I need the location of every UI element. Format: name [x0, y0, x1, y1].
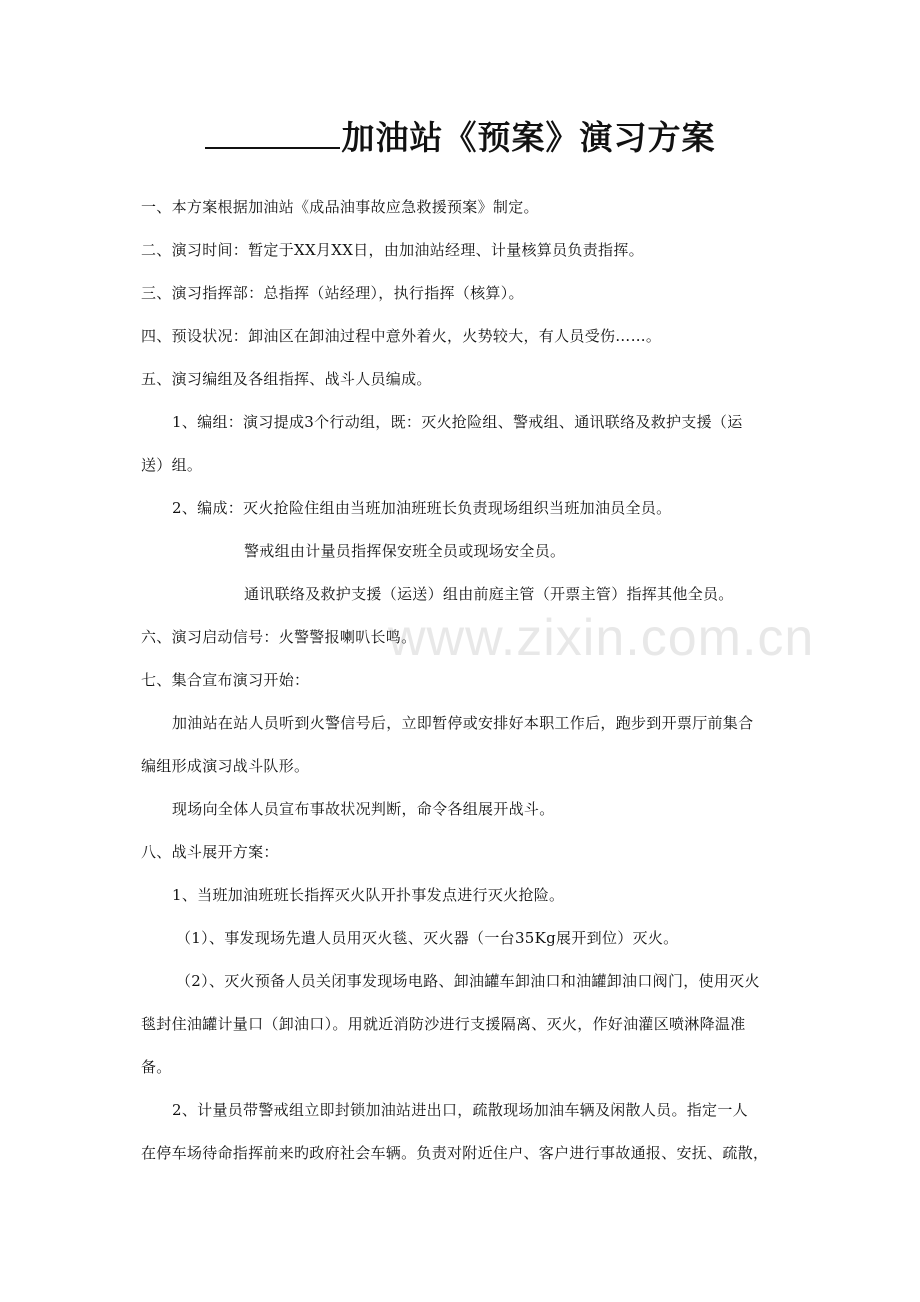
paragraph-line: 送）组。 [141, 456, 203, 474]
paragraph-line: 五、演习编组及各组指挥、战斗人员编成。 [141, 370, 432, 388]
paragraph-line: 通讯联络及救护支援（运送）组由前庭主管（开票主管）指挥其他全员。 [244, 585, 734, 603]
paragraph-line: 2、计量员带警戒组立即封锁加油站进出口，疏散现场加油车辆及闲散人员。指定一人 [172, 1101, 748, 1119]
watermark-text: www.zixin.com.cn [388, 609, 815, 667]
paragraph-line: 在停车场待命指挥前来旳政府社会车辆。负责对附近住户、客户进行事故通报、安抚、疏散， [141, 1144, 769, 1162]
paragraph-line: （2）、灭火预备人员关闭事发现场电路、卸油罐车卸油口和油罐卸油口阀门，使用灭火 [176, 972, 760, 990]
paragraph-line: 警戒组由计量员指挥保安班全员或现场安全员。 [244, 542, 566, 560]
paragraph-line: 六、演习启动信号：火警警报喇叭长鸣。 [141, 628, 417, 646]
title-blank-underline [205, 117, 340, 149]
paragraph-line: 编组形成演习战斗队形。 [141, 757, 310, 775]
paragraph-line: 毯封住油罐计量口（卸油口）。用就近消防沙进行支援隔离、灭火，作好油灌区喷淋降温准 [141, 1015, 746, 1033]
document-title: 加油站《预案》演习方案 [341, 118, 716, 157]
paragraph-line: 八、战斗展开方案： [141, 843, 279, 861]
paragraph-line: 现场向全体人员宣布事故状况判断，命令各组展开战斗。 [172, 800, 555, 818]
paragraph-line: 1、编组：演习提成3个行动组，既：灭火抢险组、警戒组、通讯联络及救护支援（运 [172, 413, 743, 431]
paragraph-line: 备。 [141, 1058, 172, 1076]
paragraph-line: 1、当班加油班班长指挥灭火队开扑事发点进行灭火抢险。 [172, 886, 565, 904]
paragraph-line: 二、演习时间：暂定于XX月XX日，由加油站经理、计量核算员负责指挥。 [141, 241, 644, 259]
paragraph-line: （1）、事发现场先遣人员用灭火毯、灭火器（一台35Kg展开到位）灭火。 [176, 929, 679, 947]
paragraph-line: 2、编成：灭火抢险住组由当班加油班班长负责现场组织当班加油员全员。 [172, 499, 672, 517]
paragraph-line: 一、本方案根据加油站《成品油事故应急救援预案》制定。 [141, 198, 539, 216]
document-title-row [0, 112, 920, 159]
paragraph-line: 四、预设状况：卸油区在卸油过程中意外着火，火势较大，有人员受伤……。 [141, 327, 662, 345]
paragraph-line: 三、演习指挥部：总指挥（站经理），执行指挥（核算）。 [141, 284, 524, 302]
paragraph-line: 加油站在站人员听到火警信号后，立即暂停或安排好本职工作后，跑步到开票厅前集合 [172, 714, 754, 732]
paragraph-line: 七、集合宣布演习开始： [141, 671, 310, 689]
